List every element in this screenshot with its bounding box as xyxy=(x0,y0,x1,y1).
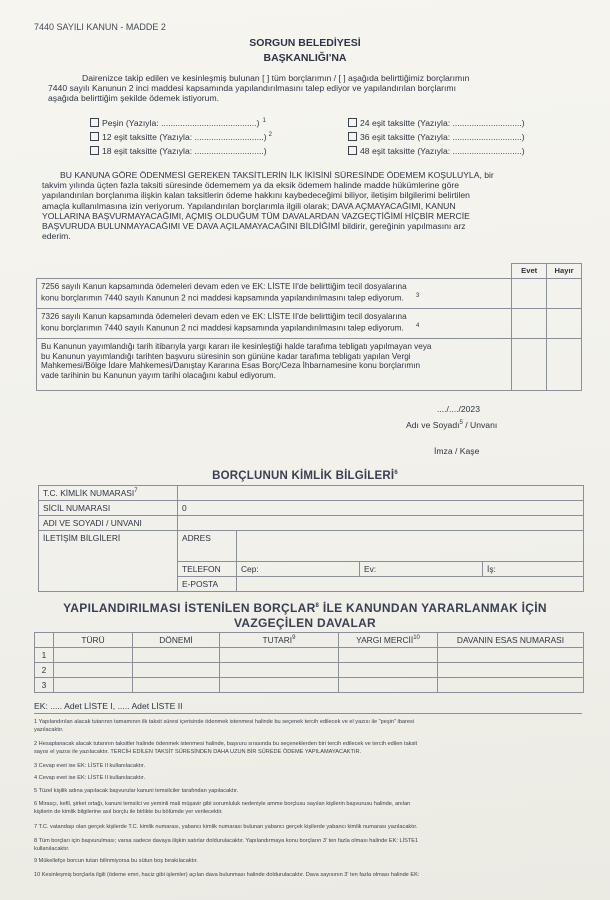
option-48-installments[interactable]: 48 eşit taksitte (Yazıyla: .............................) xyxy=(348,146,525,156)
email-input[interactable] xyxy=(237,577,584,592)
warning-line: BU KANUNA GÖRE ÖDENMESİ GEREKEN TAKSİTLERİN İLK İKİSİNİ SÜRESİNDE ÖDEMEM KOŞULUYLA, bir xyxy=(60,170,494,180)
warning-line: amaçla kullanılmasına izin veriyorum. Yapılandırılan borçlarımla ilgili olarak; DAVA AÇMAYACAĞIMI, KANUN xyxy=(42,200,456,211)
checkbox[interactable] xyxy=(348,118,357,127)
checkbox[interactable] xyxy=(348,146,357,155)
answer-yes-cell[interactable] xyxy=(512,279,547,309)
col-amount: TUTARI$^9$ xyxy=(220,633,339,648)
answer-no-cell[interactable] xyxy=(547,339,582,391)
law-reference: 7440 SAYILI KANUN - MADDE 2 xyxy=(34,22,166,32)
footnote: 5 Tüzel kişilik adına yapılacak başvurular kanuni temsilciler tarafından yapılacaktır. xyxy=(34,788,239,794)
attachments-line: EK: ..... Adet LİSTE I, ..... Adet LİSTE II xyxy=(34,701,183,711)
intro-line: aşağıda belirttiğim şekilde ödemek istiyorum. xyxy=(48,93,219,104)
cell-input[interactable] xyxy=(438,663,584,678)
warning-line: ederim. xyxy=(42,231,71,242)
col-court: YARGI MERCİİ$^{10}$ xyxy=(339,633,438,648)
footnote: kişilerin de kimlik bilgilerine asıl borçlu ile birlikte bu bölümde yer verilecektir. xyxy=(34,809,223,815)
footnote: 6 Mirasçı, kefil, şirket ortağı, kanuni temsilci ve yeminli mali müşavir gibi sorumluluk nedeniyle amme borçlusu sayılan kişilerin başvurusu halinde, anılan xyxy=(34,801,411,807)
cell-input[interactable] xyxy=(133,663,220,678)
footnote-divider xyxy=(34,713,582,714)
checkbox[interactable] xyxy=(90,146,99,155)
answer-yes-cell[interactable] xyxy=(512,309,547,339)
answer-no-cell[interactable] xyxy=(547,279,582,309)
addressee-title: BAŞKANLIĞI'NA xyxy=(263,52,347,64)
tc-input[interactable] xyxy=(178,486,584,501)
option-18-installments[interactable]: 18 eşit taksitte (Yazıyla: .............................) xyxy=(90,146,267,156)
checkbox[interactable] xyxy=(90,118,99,127)
name-input[interactable] xyxy=(178,516,584,531)
municipality-name: SORGUN BELEDİYESİ xyxy=(249,37,361,49)
option-12-installments[interactable]: 12 eşit taksitte (Yazıyla: .............................) $^2$ xyxy=(90,132,272,142)
cell-input[interactable] xyxy=(133,648,220,663)
option-pesin[interactable]: Peşin (Yazıyla: ........................................) $^1$ xyxy=(90,118,266,128)
footnote: sayısı el yazısı ile yazılacaktır. TERCİH EDİLEN TAKSİT SÜRESİNDEN DAHA UZUN BİR SÜREDE ÖDEME YAPILAMAYACAKTIR. xyxy=(34,749,362,755)
identity-table xyxy=(38,485,584,592)
name-signature-label: Adı ve Soyadı$^5$ / Unvanı xyxy=(406,419,498,430)
question-court-decision: Bu Kanunun yayımlandığı tarih itibarıyla yargı kararı ile kesinleştiği halde tarafıma tebligatı yapılmayan veya bu Kanunun yayımlandığı tarihten başvuru süresinin son gününe kadar tarafıma tebligatı yapılan Vergi Mahkemesi/Bölge İdare Mahkemesi/Danıştay Kararına Esas Borç/Ceza İhbarnamesine konu borçlarımın vade tarihinin bu Kanunun yayım tarihi olacağını kabul ediyorum. xyxy=(37,339,512,391)
col-case-number: DAVANIN ESAS NUMARASI xyxy=(438,633,584,648)
cell-input[interactable] xyxy=(339,678,438,693)
name-label: ADI VE SOYADI / UNVANI xyxy=(39,516,178,531)
option-24-installments[interactable]: 24 eşit taksitte (Yazıyla: .............................) xyxy=(348,118,525,128)
email-label: E-POSTA xyxy=(178,577,237,592)
question-7256: 7256 sayılı Kanun kapsamında ödemeleri devam eden ve EK: LİSTE II'de belirttiğim tecil dosyalarına konu borçlarımın 7440 sayılı Kanunun 2 nci maddesi kapsamında yapılandırılmasını talep ediyorum. $^3$ xyxy=(37,279,512,309)
cell-input[interactable] xyxy=(133,678,220,693)
address-label: ADRES xyxy=(178,531,237,562)
footnote: 10 Kesinleşmiş borçlarla ilgili (ödeme emri, haciz gibi işlemler) açılan dava bulunması halinde doldurulacaktır. Dava sayısının 3' ten fazla olması halinde EK: xyxy=(34,872,420,878)
cell-input[interactable] xyxy=(54,678,133,693)
contact-label: İLETİŞİM BİLGİLERİ xyxy=(39,531,178,592)
option-36-installments[interactable]: 36 eşit taksitte (Yazıyla: .............................) xyxy=(348,132,525,142)
footnote: 2 Hesaplanacak alacak tutarının taksitler halinde ödenmek istenmesi halinde, başvuru sırasında bu seçeneklerden biri tercih edilecek ve tercih edilen taksit xyxy=(34,741,418,747)
cell-input[interactable] xyxy=(438,678,584,693)
sicil-label: SİCİL NUMARASI xyxy=(39,501,178,516)
cell-input[interactable] xyxy=(438,648,584,663)
col-type: TÜRÜ xyxy=(54,633,133,648)
row-number: 1 xyxy=(35,648,54,663)
warning-line: BAŞVURUDA BULUNMAYACAĞIMI VE DAVA AÇILAMAYACAĞINI BİLDİĞİMİ bildirir, gereğinin yapılmasını arz xyxy=(42,221,466,232)
footnote: 3 Cevap evet ise EK: LİSTE II kullanılacaktır. xyxy=(34,763,145,769)
cell-input[interactable] xyxy=(220,663,339,678)
declaration-table xyxy=(36,263,582,391)
col-no: Hayır xyxy=(547,264,582,279)
checkbox[interactable] xyxy=(90,132,99,141)
warning-line: YOLLARINA BAŞVURMAYACAĞIMI, AÇMIŞ OLDUĞUM TÜM DAVALARDAN VAZGEÇTİĞİMİ HİÇBİR MERCİE xyxy=(42,210,470,221)
cell-input[interactable] xyxy=(339,648,438,663)
commitment-paragraph xyxy=(42,170,572,241)
phone-work[interactable]: İş: xyxy=(483,562,584,577)
answer-yes-cell[interactable] xyxy=(512,339,547,391)
footnote: 4 Cevap evet ise EK: LİSTE II kullanılacaktır. xyxy=(34,775,145,781)
row-number: 3 xyxy=(35,678,54,693)
footnote: 9 Mükellefçe borcun tutarı bilinmiyorsa bu sütun boş bırakılacaktır. xyxy=(34,858,198,864)
debts-section-title: YAPILANDIRILMASI İSTENİLEN BORÇLAR$^8$ İLE KANUNDAN YARARLANMAK İÇİN xyxy=(63,601,547,615)
col-period: DÖNEMİ xyxy=(133,633,220,648)
sign-stamp-label: İmza / Kaşe xyxy=(434,446,480,456)
date-field[interactable]: ..../..../2023 xyxy=(437,404,480,414)
footnote: kullanılacaktır. xyxy=(34,846,70,852)
phone-mobile[interactable]: Cep: xyxy=(237,562,360,577)
cell-input[interactable] xyxy=(220,678,339,693)
intro-line: Dairenizce takip edilen ve kesinleşmiş bulunan [ ] tüm borçlarımın / [ ] aşağıda belirttiğimiz borçlarımın xyxy=(82,73,470,83)
col-yes: Evet xyxy=(512,264,547,279)
answer-no-cell[interactable] xyxy=(547,309,582,339)
row-number: 2 xyxy=(35,663,54,678)
warning-line: yapılandırılan borçlanıma ilişkin kalan taksitlerin ödeme hakkını kaybedeceğimi biliyor, iletişim bilgilerimi belirtilen xyxy=(42,190,470,201)
question-7326: 7326 sayılı Kanun kapsamında ödemeleri devam eden ve EK: LİSTE II'de belirttiğim tecil dosyalarına konu borçlarımın 7440 sayılı Kanunun 2 nci maddesi kapsamında yapılandırılmasını talep ediyorum. $^4$ xyxy=(37,309,512,339)
intro-line: 7440 sayılı Kanunun 2 inci maddesi kapsamında yapılandırılmasını talep ediyor ve yapılandırılan borçlarımı xyxy=(48,83,456,94)
tc-label: T.C. KİMLİK NUMARASI$^7$ xyxy=(39,486,178,501)
footnote: 8 Tüm borçları için başvurulması; varsa sadece davaya ilişkin satırlar doldurulacaktır. Yapılandırmaya konu borçların 3' ten fazla olması halinde EK: LİSTE1 xyxy=(34,838,419,844)
cell-input[interactable] xyxy=(54,663,133,678)
address-input[interactable] xyxy=(237,531,584,562)
footnote: 1 Yapılandırılan alacak tutarının tamamının ilk taksit süresi içerisinde ödenmek istenmesi halinde bu seçenek tercih edilecek ve el yazısı ile "peşin" ibaresi xyxy=(34,719,414,725)
debts-section-title-line2: VAZGEÇİLEN DAVALAR xyxy=(233,616,377,630)
cell-input[interactable] xyxy=(339,663,438,678)
phone-home[interactable]: Ev: xyxy=(360,562,483,577)
intro-paragraph xyxy=(48,73,568,104)
sicil-value[interactable]: 0 xyxy=(178,501,584,516)
cell-input[interactable] xyxy=(220,648,339,663)
debts-table xyxy=(34,632,584,693)
identity-section-title: BORÇLUNUN KİMLİK BİLGİLERİ$^6$ xyxy=(212,470,398,482)
checkbox[interactable] xyxy=(348,132,357,141)
footnote: 7 T.C. vatandaşı olan gerçek kişilerde T.C. kimlik numarası, yabancı kimlik numarası bulunan yabancı gerçek kişilerde yabancı kimlik numarası yazılacaktır. xyxy=(34,824,418,830)
phone-label: TELEFON xyxy=(178,562,237,577)
cell-input[interactable] xyxy=(54,648,133,663)
warning-line: takvim yılında üçten fazla taksiti süresinde ödememem ya da eksik ödemem halinde madde hükümlerine göre xyxy=(42,180,460,191)
footnote: yazılacaktır. xyxy=(34,727,64,733)
